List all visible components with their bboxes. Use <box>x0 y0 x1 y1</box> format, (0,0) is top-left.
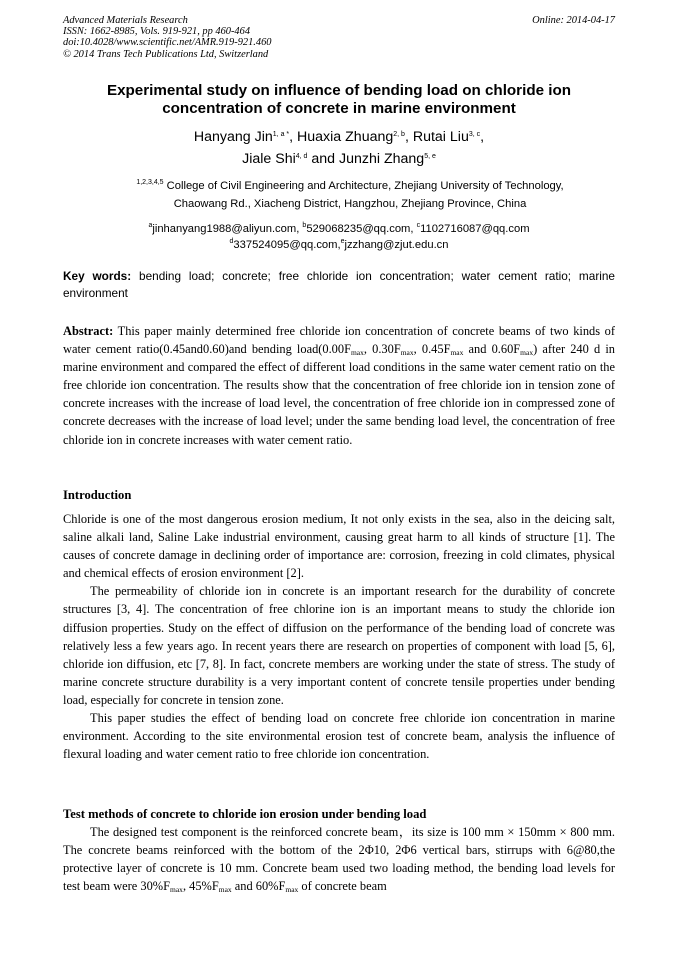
email-address[interactable]: jinhanyang1988@aliyun.com, <box>152 223 303 235</box>
email-sup: d <box>229 238 234 245</box>
test-text: and 60%F <box>231 879 286 894</box>
online-date: Online: 2014-04-17 <box>532 15 615 26</box>
title-line-1: Experimental study on influence of bending load on chloride ion <box>106 82 572 99</box>
subscript-max: max <box>400 348 414 358</box>
subscript-max: max <box>450 348 464 358</box>
test-text: of concrete beam <box>298 879 387 894</box>
paragraph <box>63 823 615 895</box>
email-sup: a <box>148 222 153 229</box>
email-line-2 <box>60 237 618 253</box>
email-sup: b <box>302 222 307 229</box>
author-name: Huaxia Zhuang <box>297 129 394 145</box>
subscript-max: max <box>218 885 232 895</box>
author-name: Hanyang Jin <box>193 129 273 145</box>
email-address[interactable]: 1102716087@qq.com <box>420 223 530 235</box>
author-separator: and <box>307 151 339 167</box>
author-sup: 2, b <box>393 131 405 138</box>
email-line-1 <box>60 221 618 237</box>
paper-title <box>60 82 618 118</box>
section-heading-test-methods: Test methods of concrete to chloride ion erosion under bending load <box>63 807 427 821</box>
author-name: Rutai Liu <box>412 129 469 145</box>
affiliation-line-1 <box>90 177 610 195</box>
author-sup: 3, c <box>468 131 481 138</box>
paragraph: This paper studies the effect of bending load on concrete free chloride ion concentration in marine environment. According to the site environmental erosion test of concrete beam, analysis the influence of flexural loading and water cement ratio to free chloride ion concentration. <box>63 711 615 762</box>
abstract-text: ) after 240 d in marine environment and compared the effect of different load conditions in the same water cement ratio on the free chloride ion concentration. The results show that the concentration of free chloride ion in tension zone of concrete increases with the increase of load level, the concentration of free chloride ion in compressed zone of concrete decreases with the increase of load level; under the same bending load level, the concentration of free chloride ion in concrete increases with water cement ratio. <box>63 342 615 447</box>
author-line-1 <box>60 126 618 148</box>
email-address[interactable]: jzzhang@zjut.edu.cn <box>344 239 449 251</box>
keywords-text: bending load; concrete; free chloride ion concentration; water cement ratio; marine environment <box>63 269 615 300</box>
author-name: Jiale Shi <box>242 151 296 167</box>
author-list <box>60 126 618 170</box>
author-separator: , <box>289 129 298 145</box>
abstract <box>63 322 615 449</box>
affiliation <box>90 177 610 213</box>
author-sup: 1, a * <box>272 131 290 138</box>
test-methods-body <box>63 823 615 895</box>
keywords <box>63 268 615 302</box>
abstract-text: and 0.60F <box>463 342 521 357</box>
affiliation-text: College of Civil Engineering and Architecture, Zhejiang University of Technology, <box>163 180 564 192</box>
abstract-text: , 0.45F <box>413 342 451 357</box>
subscript-max: max <box>350 348 364 358</box>
abstract-label: Abstract: <box>63 324 114 338</box>
journal-header <box>63 15 615 60</box>
email-list <box>60 221 618 253</box>
subscript-max: max <box>170 885 183 895</box>
email-sup: e <box>340 238 345 245</box>
email-sup: c <box>416 222 421 229</box>
test-text: The designed test component is the reinforced concrete beam，its size is 100 mm × 150mm × 800 mm. The concrete beams reinforced with the bottom of the 2Φ10, 2Φ6 vertical bars, stirrups with 6@80,the protective layer of concrete is 10 mm. Concrete beam used two loading method, the bending load levels for test beam were 30%F <box>63 825 615 894</box>
author-line-2 <box>60 148 618 170</box>
subscript-max: max <box>285 885 299 895</box>
affiliation-line-2: Chaowang Rd., Xiacheng District, Hangzhou, Zhejiang Province, China <box>173 198 527 210</box>
abstract-text: This paper mainly determined free chloride ion concentration of concrete beams of two kinds of water cement ratio(0.45and0.60)and bending load(0.00F <box>63 324 615 357</box>
affiliation-sup: 1,2,3,4,5 <box>136 179 164 186</box>
email-address[interactable]: 337524095@qq.com, <box>233 239 341 251</box>
introduction-body <box>63 510 615 763</box>
test-text: , 45%F <box>182 879 219 894</box>
author-separator: , <box>480 129 485 145</box>
author-sup: 5, e <box>424 153 436 160</box>
author-sup: 4, d <box>295 153 308 160</box>
author-separator: , <box>404 129 413 145</box>
subscript-max: max <box>520 348 534 358</box>
author-name: Junzhi Zhang <box>339 151 425 167</box>
title-line-2: concentration of concrete in marine environment <box>162 100 516 117</box>
issn-line: ISSN: 1662-8985, Vols. 919-921, pp 460-464 <box>63 26 251 38</box>
journal-name: Advanced Materials Research <box>63 15 188 26</box>
keywords-label: Key words: <box>63 269 132 283</box>
email-address[interactable]: 529068235@qq.com, <box>306 223 417 235</box>
paragraph: The permeability of chloride ion in concrete is an important research for the durability of concrete structures [3, 4]. The concentration of free chlorine ion is an important means to study the chloride ion diffusion properties. Study on the effect of diffusion on the performance of the bending load of concrete was relatively less a few years ago. In recent years there are research on properties of component with load [5, 6], chloride ion diffusion, etc [7, 8]. In fact, concrete members are working under the state of stress. The study of marine concrete structure durability is a very important content of concrete tensile properties under bending load, especially for concrete in tension zone. <box>63 584 615 707</box>
copyright-line: © 2014 Trans Tech Publications Ltd, Switzerland <box>63 48 269 60</box>
paragraph: Chloride is one of the most dangerous erosion medium, It not only exists in the sea, also in the deicing salt, saline alkali land, Saline Lake industrial environment, causing great harm to all kinds of structure [1]. The causes of concrete damage in declining order of importance are: corrosion, freezing in cold climates, physical and chemical effects of erosion environment [2]. <box>63 512 615 581</box>
abstract-text: , 0.30F <box>363 342 401 357</box>
section-heading-introduction: Introduction <box>63 488 132 502</box>
doi-line: doi:10.4028/www.scientific.net/AMR.919-921.460 <box>63 37 272 49</box>
